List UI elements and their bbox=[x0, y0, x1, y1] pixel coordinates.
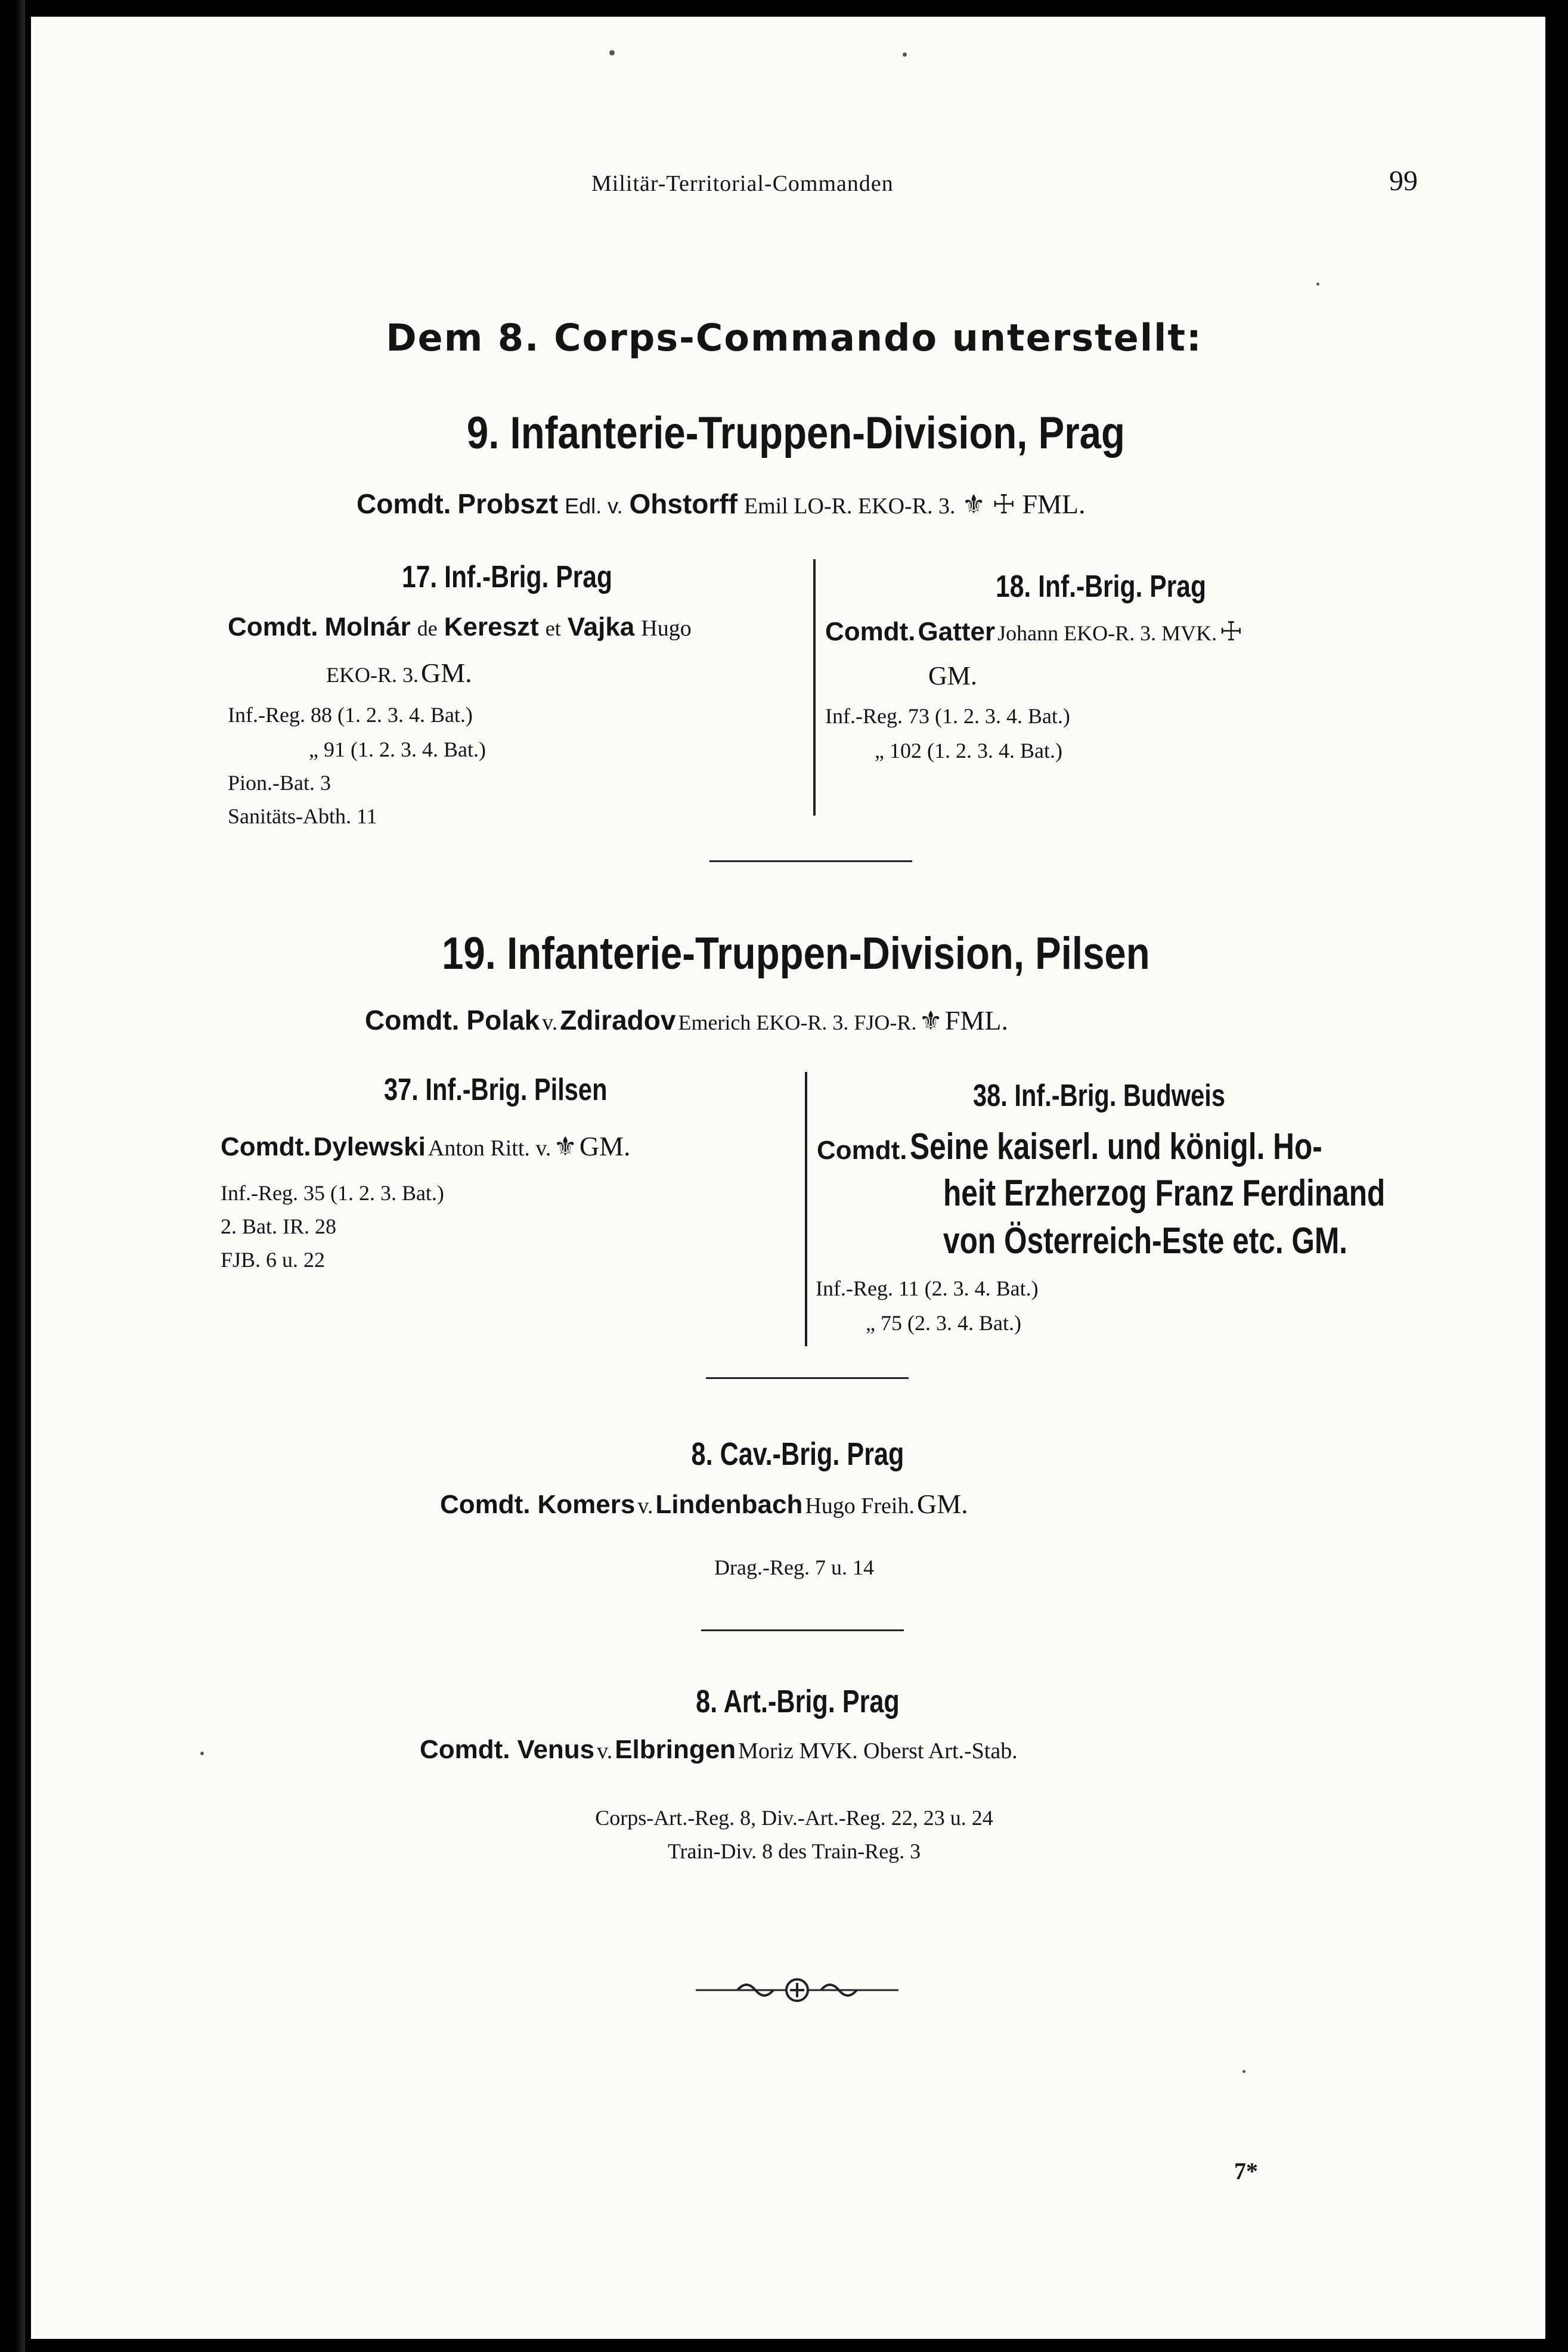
cavalry-brigade-commander bbox=[440, 1488, 968, 1520]
brigade-37-unit: FJB. 6 u. 22 bbox=[221, 1248, 326, 1272]
commander-surname: Probszt bbox=[457, 488, 559, 519]
brigade-37-commander bbox=[221, 1130, 631, 1162]
paper-speck bbox=[1316, 283, 1319, 286]
paper-speck bbox=[609, 50, 615, 55]
division-9-title: 9. Infanterie-Truppen-Division, Prag bbox=[466, 408, 1125, 458]
brigade-38-unit: Inf.-Reg. 11 (2. 3. 4. Bat.) bbox=[816, 1276, 1039, 1300]
brigade-18-unit: „ 102 (1. 2. 3. 4. Bat.) bbox=[875, 739, 1062, 763]
document-page bbox=[31, 17, 1545, 2339]
artillery-brigade-units: Corps-Art.-Reg. 8, Div.-Art.-Reg. 22, 23 u. 24 bbox=[595, 1806, 993, 1830]
artillery-brigade-commander bbox=[420, 1735, 1018, 1765]
brigade-17-commander bbox=[228, 612, 692, 642]
commander-rank: FML. bbox=[944, 1005, 1008, 1036]
brigade-37-unit: Inf.-Reg. 35 (1. 2. 3. Bat.) bbox=[221, 1181, 444, 1205]
order-cross-icon: ☩ bbox=[1219, 617, 1243, 646]
brigade-17-unit: Pion.-Bat. 3 bbox=[228, 771, 331, 795]
commander-predicate: Elbringen bbox=[615, 1735, 736, 1764]
brigade-17-unit: „ 91 (1. 2. 3. 4. Bat.) bbox=[309, 737, 486, 761]
commander-rank: GM. bbox=[421, 658, 472, 688]
commander-decorations: EKO-R. 3. bbox=[326, 663, 419, 687]
name-particle: de bbox=[417, 616, 438, 640]
column-divider bbox=[813, 559, 816, 816]
commander-rank: FML. bbox=[1022, 489, 1086, 519]
commander-title-line: Seine kaiserl. und königl. Ho- bbox=[909, 1126, 1322, 1167]
brigade-17-title: 17. Inf.-Brig. Prag bbox=[402, 560, 613, 594]
name-particle: v. bbox=[637, 1493, 653, 1519]
brigade-17-unit: Inf.-Reg. 88 (1. 2. 3. 4. Bat.) bbox=[228, 703, 473, 727]
paper-speck bbox=[200, 1752, 204, 1755]
cavalry-brigade-title: 8. Cav.-Brig. Prag bbox=[691, 1436, 904, 1472]
commander-title-line: von Österreich-Este etc. GM. bbox=[943, 1220, 1348, 1262]
comdt-label: Comdt. bbox=[420, 1735, 510, 1764]
section-divider bbox=[701, 1629, 904, 1631]
brigade-18-unit: Inf.-Reg. 73 (1. 2. 3. 4. Bat.) bbox=[825, 704, 1070, 728]
page-number: 99 bbox=[1389, 165, 1418, 197]
brigade-37-title: 37. Inf.-Brig. Pilsen bbox=[384, 1073, 608, 1107]
column-divider bbox=[805, 1072, 807, 1346]
section-title: Dem 8. Corps-Commando unterstellt: bbox=[386, 316, 1203, 360]
commander-rank: GM. bbox=[916, 1489, 968, 1519]
book-spine-edge bbox=[0, 0, 25, 2352]
signature-mark: 7* bbox=[1234, 2158, 1258, 2184]
commander-predicate-2: Vajka bbox=[567, 612, 635, 642]
name-particle: v. bbox=[542, 1010, 558, 1035]
brigade-38-commander-line1 bbox=[817, 1126, 1425, 1168]
comdt-label: Comdt. bbox=[357, 488, 451, 519]
name-particle: Edl. v. bbox=[565, 494, 623, 518]
cavalry-brigade-units: Drag.-Reg. 7 u. 14 bbox=[714, 1555, 874, 1579]
order-cross-icon: ⚜ bbox=[553, 1132, 577, 1161]
order-cross-icon: ⚜ bbox=[919, 1006, 943, 1036]
commander-decorations: Moriz MVK. Oberst Art.-Stab. bbox=[738, 1739, 1018, 1764]
order-cross-icon: ⚜ ☩ bbox=[962, 490, 1016, 519]
ornament-divider-icon bbox=[696, 1972, 898, 2008]
commander-surname: Dylewski bbox=[313, 1132, 426, 1161]
brigade-18-title: 18. Inf.-Brig. Prag bbox=[996, 569, 1207, 604]
brigade-37-unit: 2. Bat. IR. 28 bbox=[221, 1214, 336, 1238]
division-19-title: 19. Infanterie-Truppen-Division, Pilsen bbox=[442, 928, 1150, 979]
comdt-label: Comdt. bbox=[228, 612, 318, 642]
artillery-brigade-units: Train-Div. 8 des Train-Reg. 3 bbox=[667, 1839, 921, 1863]
commander-predicate: Lindenbach bbox=[655, 1490, 803, 1519]
name-particle: et bbox=[545, 616, 561, 640]
commander-rank: GM. bbox=[928, 661, 977, 690]
brigade-17-unit: Sanitäts-Abth. 11 bbox=[228, 804, 377, 828]
commander-surname: Polak bbox=[466, 1005, 540, 1036]
commander-first-name: Anton Ritt. v. bbox=[427, 1136, 551, 1161]
paper-speck bbox=[903, 52, 907, 57]
commander-rank: GM. bbox=[579, 1131, 631, 1161]
comdt-label: Comdt. bbox=[221, 1132, 311, 1161]
paper-speck bbox=[1242, 2070, 1245, 2073]
division-19-commander bbox=[365, 1004, 1008, 1036]
comdt-label: Comdt. bbox=[817, 1136, 907, 1165]
brigade-38-title: 38. Inf.-Brig. Budweis bbox=[973, 1079, 1225, 1113]
brigade-17-commander-line2 bbox=[326, 657, 472, 689]
commander-decorations: Emerich EKO-R. 3. FJO-R. bbox=[678, 1011, 917, 1034]
section-divider bbox=[709, 860, 912, 862]
commander-surname: Gatter bbox=[918, 617, 996, 646]
comdt-label: Comdt. bbox=[825, 617, 916, 646]
commander-predicate: Ohstorff bbox=[629, 488, 737, 519]
commander-surname: Komers bbox=[537, 1490, 636, 1519]
commander-surname: Molnár bbox=[324, 612, 411, 642]
brigade-38-unit: „ 75 (2. 3. 4. Bat.) bbox=[866, 1311, 1021, 1335]
running-title: Militär-Territorial-Commanden bbox=[591, 171, 894, 196]
brigade-18-commander bbox=[825, 616, 1243, 647]
comdt-label: Comdt. bbox=[440, 1490, 531, 1519]
commander-title: Hugo Freih. bbox=[805, 1493, 915, 1519]
name-particle: v. bbox=[597, 1739, 613, 1764]
division-9-commander bbox=[357, 488, 1086, 520]
commander-surname: Venus bbox=[517, 1735, 595, 1764]
artillery-brigade-title: 8. Art.-Brig. Prag bbox=[696, 1684, 900, 1719]
commander-predicate: Kereszt bbox=[444, 612, 539, 642]
commander-predicate: Zdiradov bbox=[560, 1005, 676, 1036]
section-divider bbox=[706, 1377, 909, 1379]
commander-decorations: Johann EKO-R. 3. MVK. bbox=[997, 621, 1217, 645]
commander-first-name: Hugo bbox=[641, 616, 692, 641]
commander-title-line: heit Erzherzog Franz Ferdinand bbox=[943, 1173, 1386, 1214]
comdt-label: Comdt. bbox=[365, 1005, 460, 1036]
commander-decorations: Emil LO-R. EKO-R. 3. bbox=[743, 494, 956, 519]
